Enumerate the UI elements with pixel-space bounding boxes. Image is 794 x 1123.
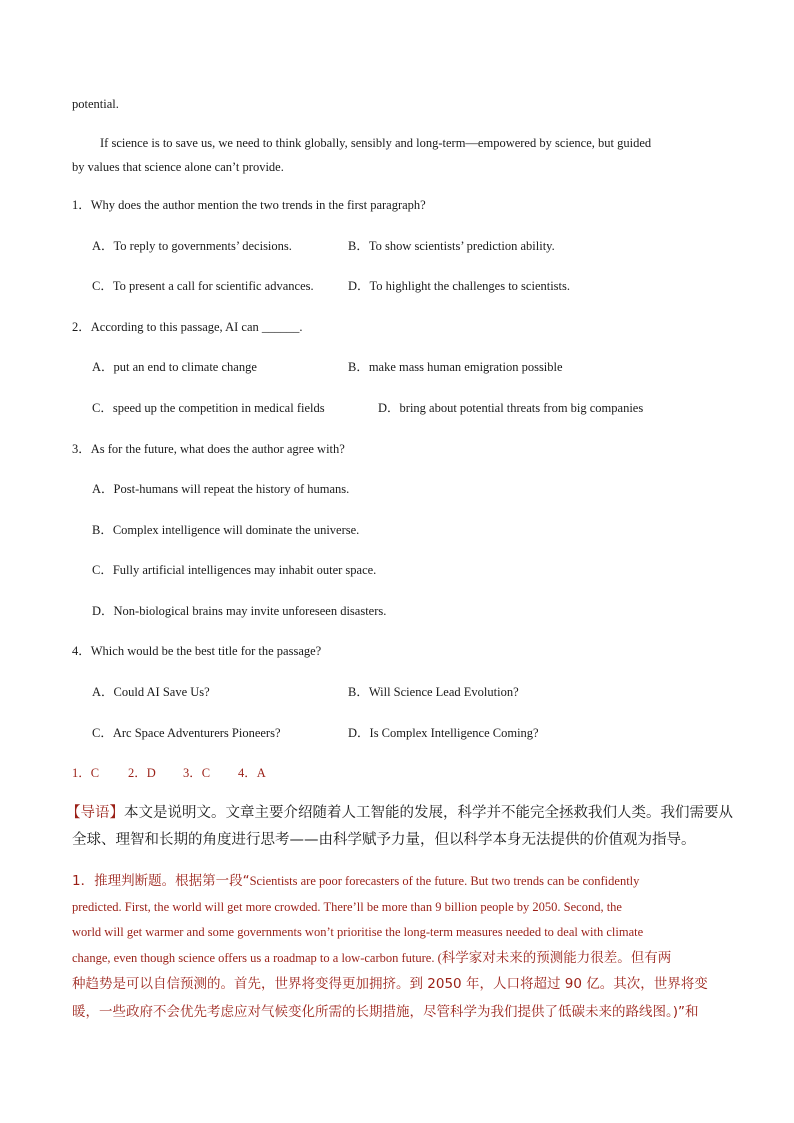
- question-3-option-c[interactable]: C．Fully artificial intelligences may inhabit outer space.: [92, 563, 377, 577]
- question-4-stem: 4．Which would be the best title for the passage?: [72, 644, 322, 658]
- question-4-option-d[interactable]: D．Is Complex Intelligence Coming?: [348, 726, 539, 740]
- explanation-line-3: world will get warmer and some governments won’t prioritise the long-term measures needed to deal with climate: [72, 925, 644, 939]
- question-2-option-a[interactable]: A．put an end to climate change: [92, 360, 257, 374]
- guide-tag: 【导语】: [66, 805, 124, 821]
- question-1-option-a[interactable]: A．To reply to governments’ decisions.: [92, 239, 292, 253]
- question-4-option-a[interactable]: A．Could AI Save Us?: [92, 685, 210, 699]
- answer-3: 3．C: [183, 766, 211, 780]
- question-4-option-b[interactable]: B．Will Science Lead Evolution?: [348, 685, 519, 699]
- answer-2: 2．D: [128, 766, 156, 780]
- question-1-option-b[interactable]: B．To show scientists’ prediction ability.: [348, 239, 555, 253]
- explanation-line-1: [72, 873, 639, 889]
- explanation-line-4-en: change, even though science offers us a roadmap to a low-carbon future. (: [72, 951, 442, 965]
- passage-paragraph-line-2: by values that science alone can’t provide.: [72, 160, 284, 174]
- question-2-option-c[interactable]: C．speed up the competition in medical fields: [92, 401, 325, 415]
- explanation-line-5: 种趋势是可以自信预测的。首先，世界将变得更加拥挤。到 2050 年，人口将超过 90 亿。其次，世界将变: [72, 976, 708, 992]
- explanation-line-2: predicted. First, the world will get more crowded. There’ll be more than 9 billion people by 2050. Second, the: [72, 900, 622, 914]
- guide-line-1-text: 本文是说明文。文章主要介绍随着人工智能的发展，科学并不能完全拯救我们人类。我们需要从: [124, 805, 733, 821]
- question-2-option-b[interactable]: B．make mass human emigration possible: [348, 360, 563, 374]
- question-2-option-d[interactable]: D．bring about potential threats from big companies: [378, 401, 644, 415]
- explanation-line-6: 暖，一些政府不会优先考虑应对气候变化所需的长期措施，尽管科学为我们提供了低碳未来的路线图。)”和: [72, 1004, 699, 1020]
- answer-1: 1．C: [72, 766, 100, 780]
- question-1-option-c[interactable]: C．To present a call for scientific advances.: [92, 279, 314, 293]
- question-3-option-d[interactable]: D．Non-biological brains may invite unforeseen disasters.: [92, 604, 387, 618]
- passage-paragraph-line-1: If science is to save us, we need to think globally, sensibly and long-term—empowered by science, but guided: [100, 136, 652, 150]
- explanation-line-4: [72, 950, 671, 966]
- guide-line-1: [66, 804, 733, 822]
- guide-line-2: 全球、理智和长期的角度进行思考——由科学赋予力量，但以科学本身无法提供的价值观为指导。: [72, 832, 696, 848]
- question-4-option-c[interactable]: C．Arc Space Adventurers Pioneers?: [92, 726, 281, 740]
- question-3-option-a[interactable]: A．Post-humans will repeat the history of humans.: [92, 482, 350, 496]
- question-1-stem: 1．Why does the author mention the two trends in the first paragraph?: [72, 198, 426, 212]
- passage-tail-line: potential.: [72, 97, 119, 111]
- answer-4: 4．A: [238, 766, 266, 780]
- explanation-line-1-zh: 1．推理判断题。根据第一段“: [72, 873, 250, 889]
- question-1-option-d[interactable]: D．To highlight the challenges to scientists.: [348, 279, 571, 293]
- explanation-line-4-zh: 科学家对未来的预测能力很差。但有两: [441, 950, 672, 966]
- question-3-stem: 3．As for the future, what does the author agree with?: [72, 442, 345, 456]
- question-2-stem: 2．According to this passage, AI can ______.: [72, 320, 303, 334]
- explanation-line-1-en: Scientists are poor forecasters of the future. But two trends can be confidently: [249, 874, 640, 888]
- question-3-option-b[interactable]: B．Complex intelligence will dominate the universe.: [92, 523, 360, 537]
